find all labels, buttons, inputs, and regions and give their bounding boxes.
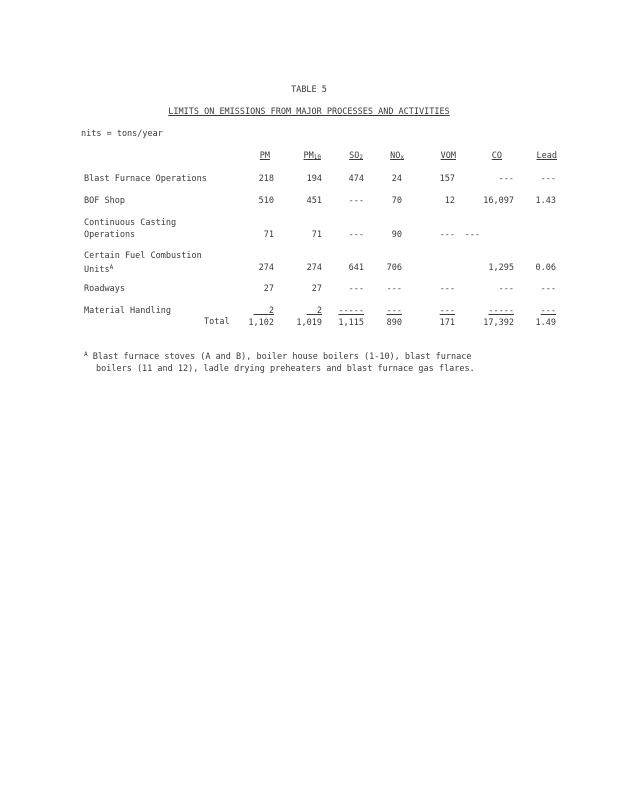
row-label-fuel-combustion: Certain Fuel Combustion Units$^A$: [84, 251, 202, 275]
table-cell: 706: [386, 263, 402, 273]
footnote-marker: A: [84, 351, 88, 358]
total-cell: 890: [386, 318, 402, 328]
table-cell: ---: [498, 284, 514, 294]
column-header-lead: Lead: [536, 151, 557, 161]
row-label-bof-shop: BOF Shop: [84, 196, 125, 206]
footnote: $^A$ Blast furnace stoves (A and B), boiler house boilers (1-10), blast furnace boilers (11 and 12), ladle drying preheaters and blast furnace gas flares.: [84, 351, 475, 374]
table-title: TABLE 5: [291, 85, 327, 95]
table-cell: 27: [263, 284, 274, 294]
table-cell: 194: [306, 174, 322, 184]
table-cell: ---: [439, 284, 455, 294]
total-cell: 17,392: [483, 318, 514, 328]
table-cell: ---: [439, 306, 455, 316]
table-cell: 274: [306, 263, 322, 273]
column-header-pm: PM: [259, 151, 270, 161]
table-cell: ---: [540, 174, 556, 184]
column-header-pm10: $PM_{10}$: [303, 151, 321, 161]
column-header-nox: $NO_x$: [390, 151, 404, 161]
units-note: nits = tons/year: [81, 129, 163, 139]
column-header-vom: VOM: [440, 151, 456, 161]
table-cell: 27: [311, 284, 322, 294]
table-cell: 90: [391, 230, 402, 240]
table-cell: ---: [498, 174, 514, 184]
table-cell: ---: [386, 284, 402, 294]
table-cell: ---: [386, 306, 402, 316]
column-header-so2: $SO_2$: [349, 151, 363, 161]
table-cell: 451: [306, 196, 322, 206]
table-cell: 641: [348, 263, 364, 273]
row-label-blast-furnace: Blast Furnace Operations: [84, 174, 207, 184]
table-cell: ---: [348, 284, 364, 294]
table-cell: 157: [439, 174, 455, 184]
table-cell: ---: [348, 230, 364, 240]
table-cell: 24: [391, 174, 402, 184]
table-cell: 274: [258, 263, 274, 273]
column-header-co: CO: [491, 151, 502, 161]
table-cell: 1,295: [488, 263, 514, 273]
table-cell: ---: [439, 230, 455, 240]
table-cell: 2: [316, 306, 322, 316]
table-cell: 12: [444, 196, 455, 206]
table-cell: 510: [258, 196, 274, 206]
table-cell: -----: [488, 306, 514, 316]
table-cell: ---: [540, 284, 556, 294]
row-label-material-handling: Material Handling: [84, 306, 171, 316]
total-cell: 1,102: [248, 318, 274, 328]
table-cell: 71: [263, 230, 274, 240]
table-cell: 474: [348, 174, 364, 184]
table-cell: 2: [268, 306, 274, 316]
total-label: Total: [204, 317, 230, 327]
table-cell: ---: [540, 306, 556, 316]
row-label-roadways: Roadways: [84, 284, 125, 294]
row-label-continuous-casting: Continuous Casting Operations: [84, 218, 177, 240]
table-cell: ---: [464, 230, 480, 240]
table-cell: 1.43: [535, 196, 556, 206]
table-cell: ---: [348, 196, 364, 206]
table-cell: -----: [338, 306, 364, 316]
table-cell: 0.06: [535, 263, 556, 273]
table-subtitle: LIMITS ON EMISSIONS FROM MAJOR PROCESSES AND ACTIVITIES: [168, 107, 450, 117]
table-cell: 16,097: [483, 196, 514, 206]
table-cell: 70: [391, 196, 402, 206]
total-cell: 1,019: [296, 318, 322, 328]
total-cell: 1,115: [338, 318, 364, 328]
table-cell: 218: [258, 174, 274, 184]
table-cell: 71: [311, 230, 322, 240]
total-cell: 171: [439, 318, 455, 328]
total-cell: 1.49: [535, 318, 556, 328]
